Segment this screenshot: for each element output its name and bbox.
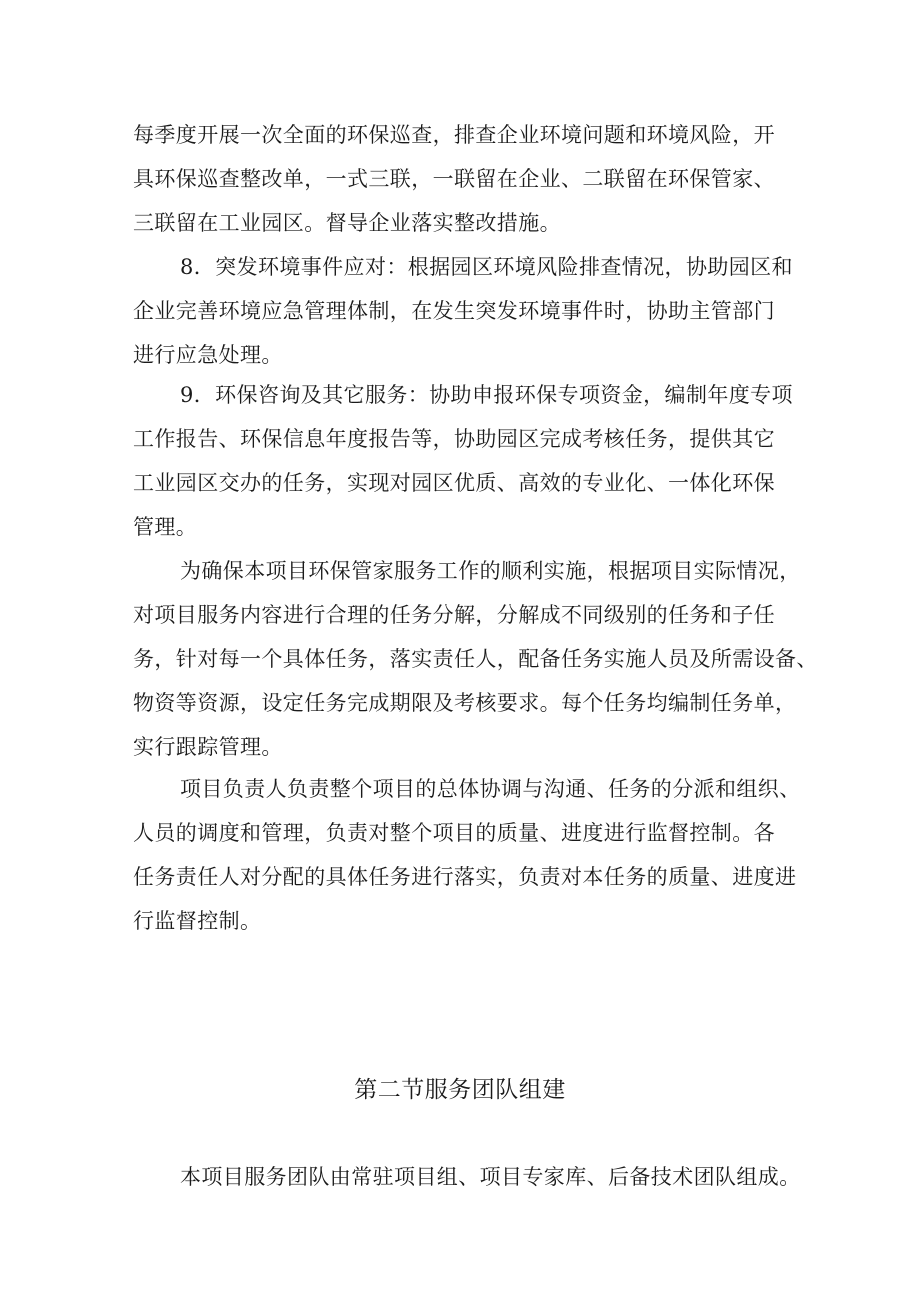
paragraph-line: 工作报告、环保信息年度报告等，协助园区完成考核任务，提供其它 [133,427,775,451]
section-heading: 第二节服务团队组建 [354,1077,566,1103]
paragraph-line: 为确保本项目环保管家服务工作的顺利实施，根据项目实际情况， [180,559,801,583]
paragraph-line: 三联留在工业园区。督导企业落实整改措施。 [133,211,561,235]
paragraph-line: 本项目服务团队由常驻项目组、项目专家库、后备技术团队组成。 [180,1165,801,1189]
paragraph-line: 务，针对每一个具体任务，落实责任人，配备任务实施人员及所需设备、 [133,647,818,671]
paragraph-line: 8．突发环境事件应对：根据园区环境风险排查情况，协助园区和 [180,255,793,279]
paragraph-line: 项目负责人负责整个项目的总体协调与沟通、任务的分派和组织、 [180,777,801,801]
paragraph-line: 对项目服务内容进行合理的任务分解，分解成不同级别的任务和子任 [133,603,775,627]
paragraph-line: 具环保巡查整改单，一式三联，一联留在企业、二联留在环保管家、 [133,167,775,191]
paragraph-line: 实行跟踪管理。 [133,735,283,759]
paragraph-line: 行监督控制。 [133,909,262,933]
paragraph-line: 任务责任人对分配的具体任务进行落实，负责对本任务的质量、进度进 [133,865,797,889]
paragraph-line: 企业完善环境应急管理体制，在发生突发环境事件时，协助主管部门 [133,299,775,323]
paragraph-line: 物资等资源，设定任务完成期限及考核要求。每个任务均编制任务单， [133,691,797,715]
paragraph-line: 进行应急处理。 [133,343,283,367]
paragraph-line: 9．环保咨询及其它服务：协助申报环保专项资金，编制年度专项 [180,383,793,407]
paragraph-line: 人员的调度和管理，负责对整个项目的质量、进度进行监督控制。各 [133,821,775,845]
paragraph-line: 工业园区交办的任务，实现对园区优质、高效的专业化、一体化环保 [133,471,775,495]
paragraph-line: 每季度开展一次全面的环保巡查，排查企业环境问题和环境风险，开 [133,123,775,147]
paragraph-line: 管理。 [133,515,198,539]
